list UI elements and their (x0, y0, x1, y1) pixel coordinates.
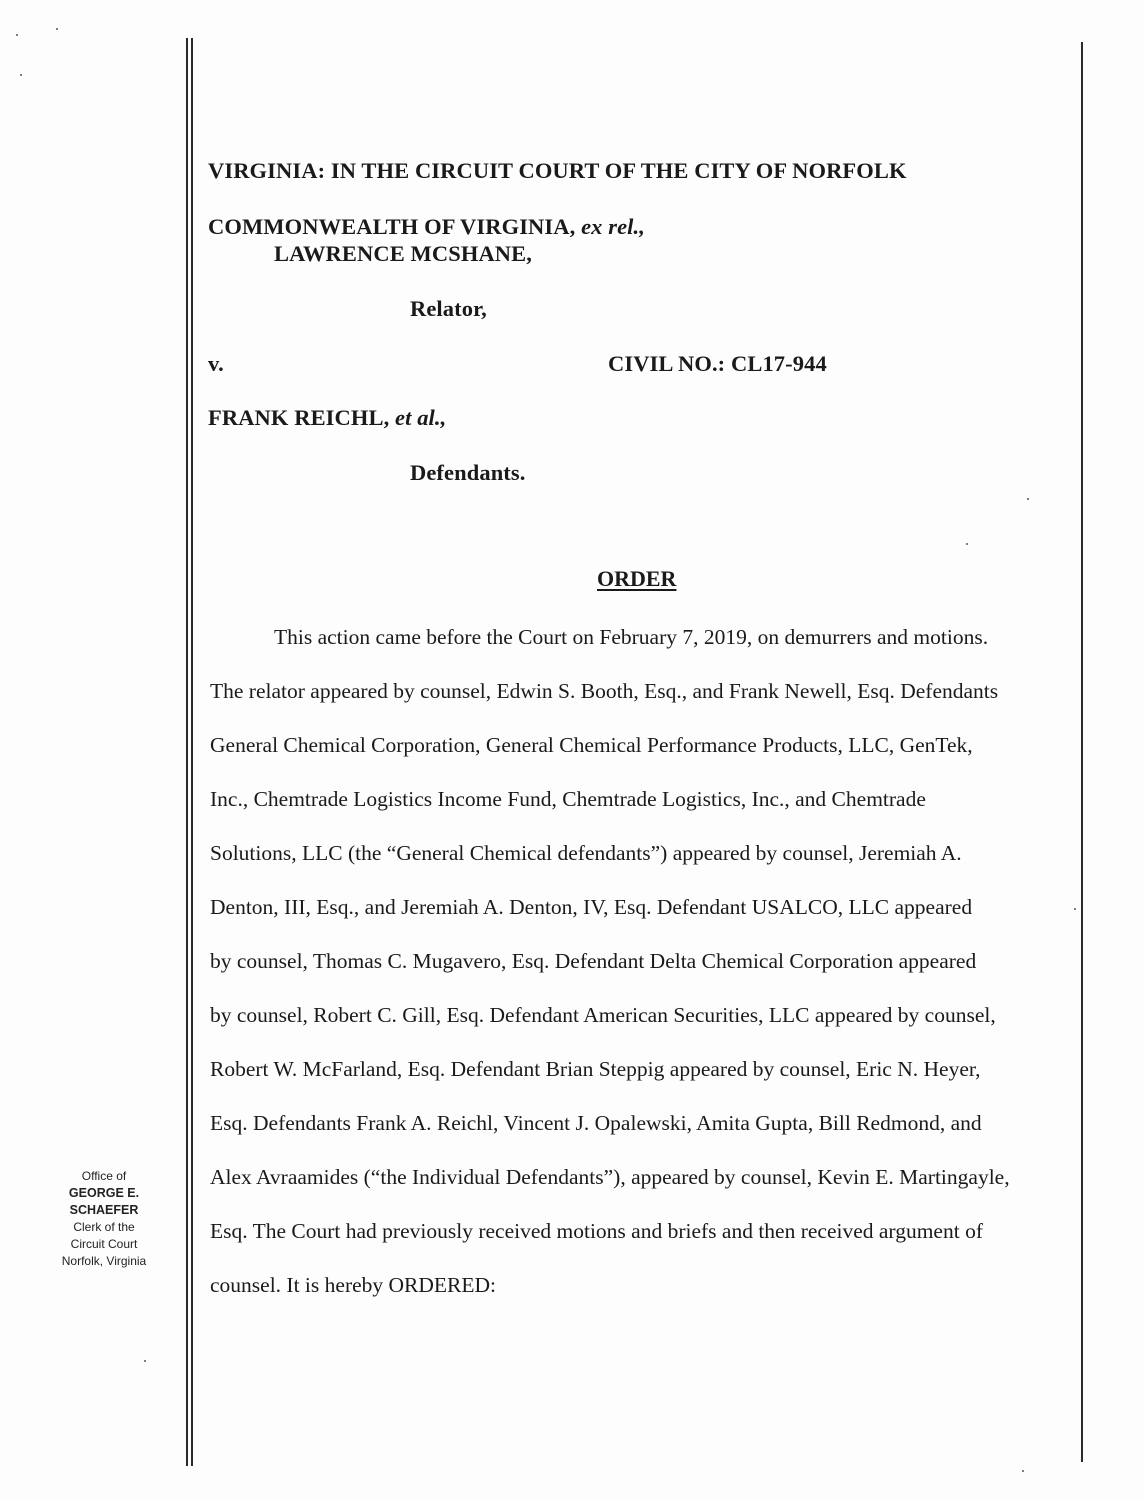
body-line: Esq. Defendants Frank A. Reichl, Vincent J. Opalewski, Amita Gupta, Bill Redmond, and (210, 1111, 982, 1135)
clerk-office-of: Office of (81, 1169, 127, 1183)
scan-speck (56, 28, 58, 30)
left-margin-rule (186, 38, 188, 1466)
body-line: Denton, III, Esq., and Jeremiah A. Denton, IV, Esq. Defendant USALCO, LLC appeared (210, 895, 973, 919)
scan-speck (144, 1360, 146, 1362)
versus-text: v. (208, 351, 224, 376)
scan-speck (20, 74, 22, 76)
body-line: Robert W. McFarland, Esq. Defendant Brian Steppig appeared by counsel, Eric N. Heyer, (210, 1057, 981, 1081)
scan-speck (1022, 1470, 1024, 1472)
order-title: ORDER (597, 566, 677, 591)
clerk-title-line1: Clerk of the (73, 1220, 135, 1234)
defendant-line (208, 405, 446, 431)
order-body (210, 610, 1078, 1312)
left-margin-rule-inner (191, 38, 193, 1466)
body-line: Inc., Chemtrade Logistics Income Fund, Chemtrade Logistics, Inc., and Chemtrade (210, 787, 926, 811)
body-line: General Chemical Corporation, General Chemical Performance Products, LLC, GenTek, (210, 733, 973, 757)
body-line: This action came before the Court on February 7, 2019, on demurrers and motions. (274, 625, 989, 649)
body-line: counsel. It is hereby ORDERED: (210, 1273, 497, 1297)
relator-label: Relator, (410, 296, 487, 321)
body-line: Esq. The Court had previously received motions and briefs and then received argument of (210, 1219, 983, 1243)
right-margin-rule (1081, 42, 1083, 1462)
body-line: Solutions, LLC (the “General Chemical defendants”) appeared by counsel, Jeremiah A. (210, 841, 962, 865)
relator-name: LAWRENCE MCSHANE, (274, 241, 532, 266)
plaintiff-name: COMMONWEALTH OF VIRGINIA, (208, 214, 576, 239)
scan-speck (1027, 498, 1029, 500)
et-al-text: et al., (395, 405, 447, 430)
clerk-location: Norfolk, Virginia (61, 1254, 147, 1268)
clerk-name: GEORGE E. SCHAEFER (68, 1186, 140, 1217)
scan-speck (966, 543, 968, 545)
defendant-name: FRANK REICHL, (208, 405, 390, 430)
body-line: by counsel, Thomas C. Mugavero, Esq. Defendant Delta Chemical Corporation appeared (210, 949, 977, 973)
plaintiff-line (208, 214, 645, 240)
court-heading: VIRGINIA: IN THE CIRCUIT COURT OF THE CITY OF NORFOLK (208, 158, 907, 183)
ex-rel-text: ex rel., (581, 214, 645, 239)
clerk-office-block (36, 1168, 172, 1270)
body-line: The relator appeared by counsel, Edwin S. Booth, Esq., and Frank Newell, Esq. Defendants (210, 679, 999, 703)
body-line: by counsel, Robert C. Gill, Esq. Defendant American Securities, LLC appeared by counsel, (210, 1003, 996, 1027)
civil-number: CIVIL NO.: CL17-944 (608, 351, 827, 376)
body-line: Alex Avraamides (“the Individual Defendants”), appeared by counsel, Kevin E. Martingayle, (210, 1165, 1010, 1189)
clerk-title-line2: Circuit Court (70, 1237, 138, 1251)
scan-speck (16, 34, 18, 36)
defendants-label: Defendants. (410, 460, 526, 485)
